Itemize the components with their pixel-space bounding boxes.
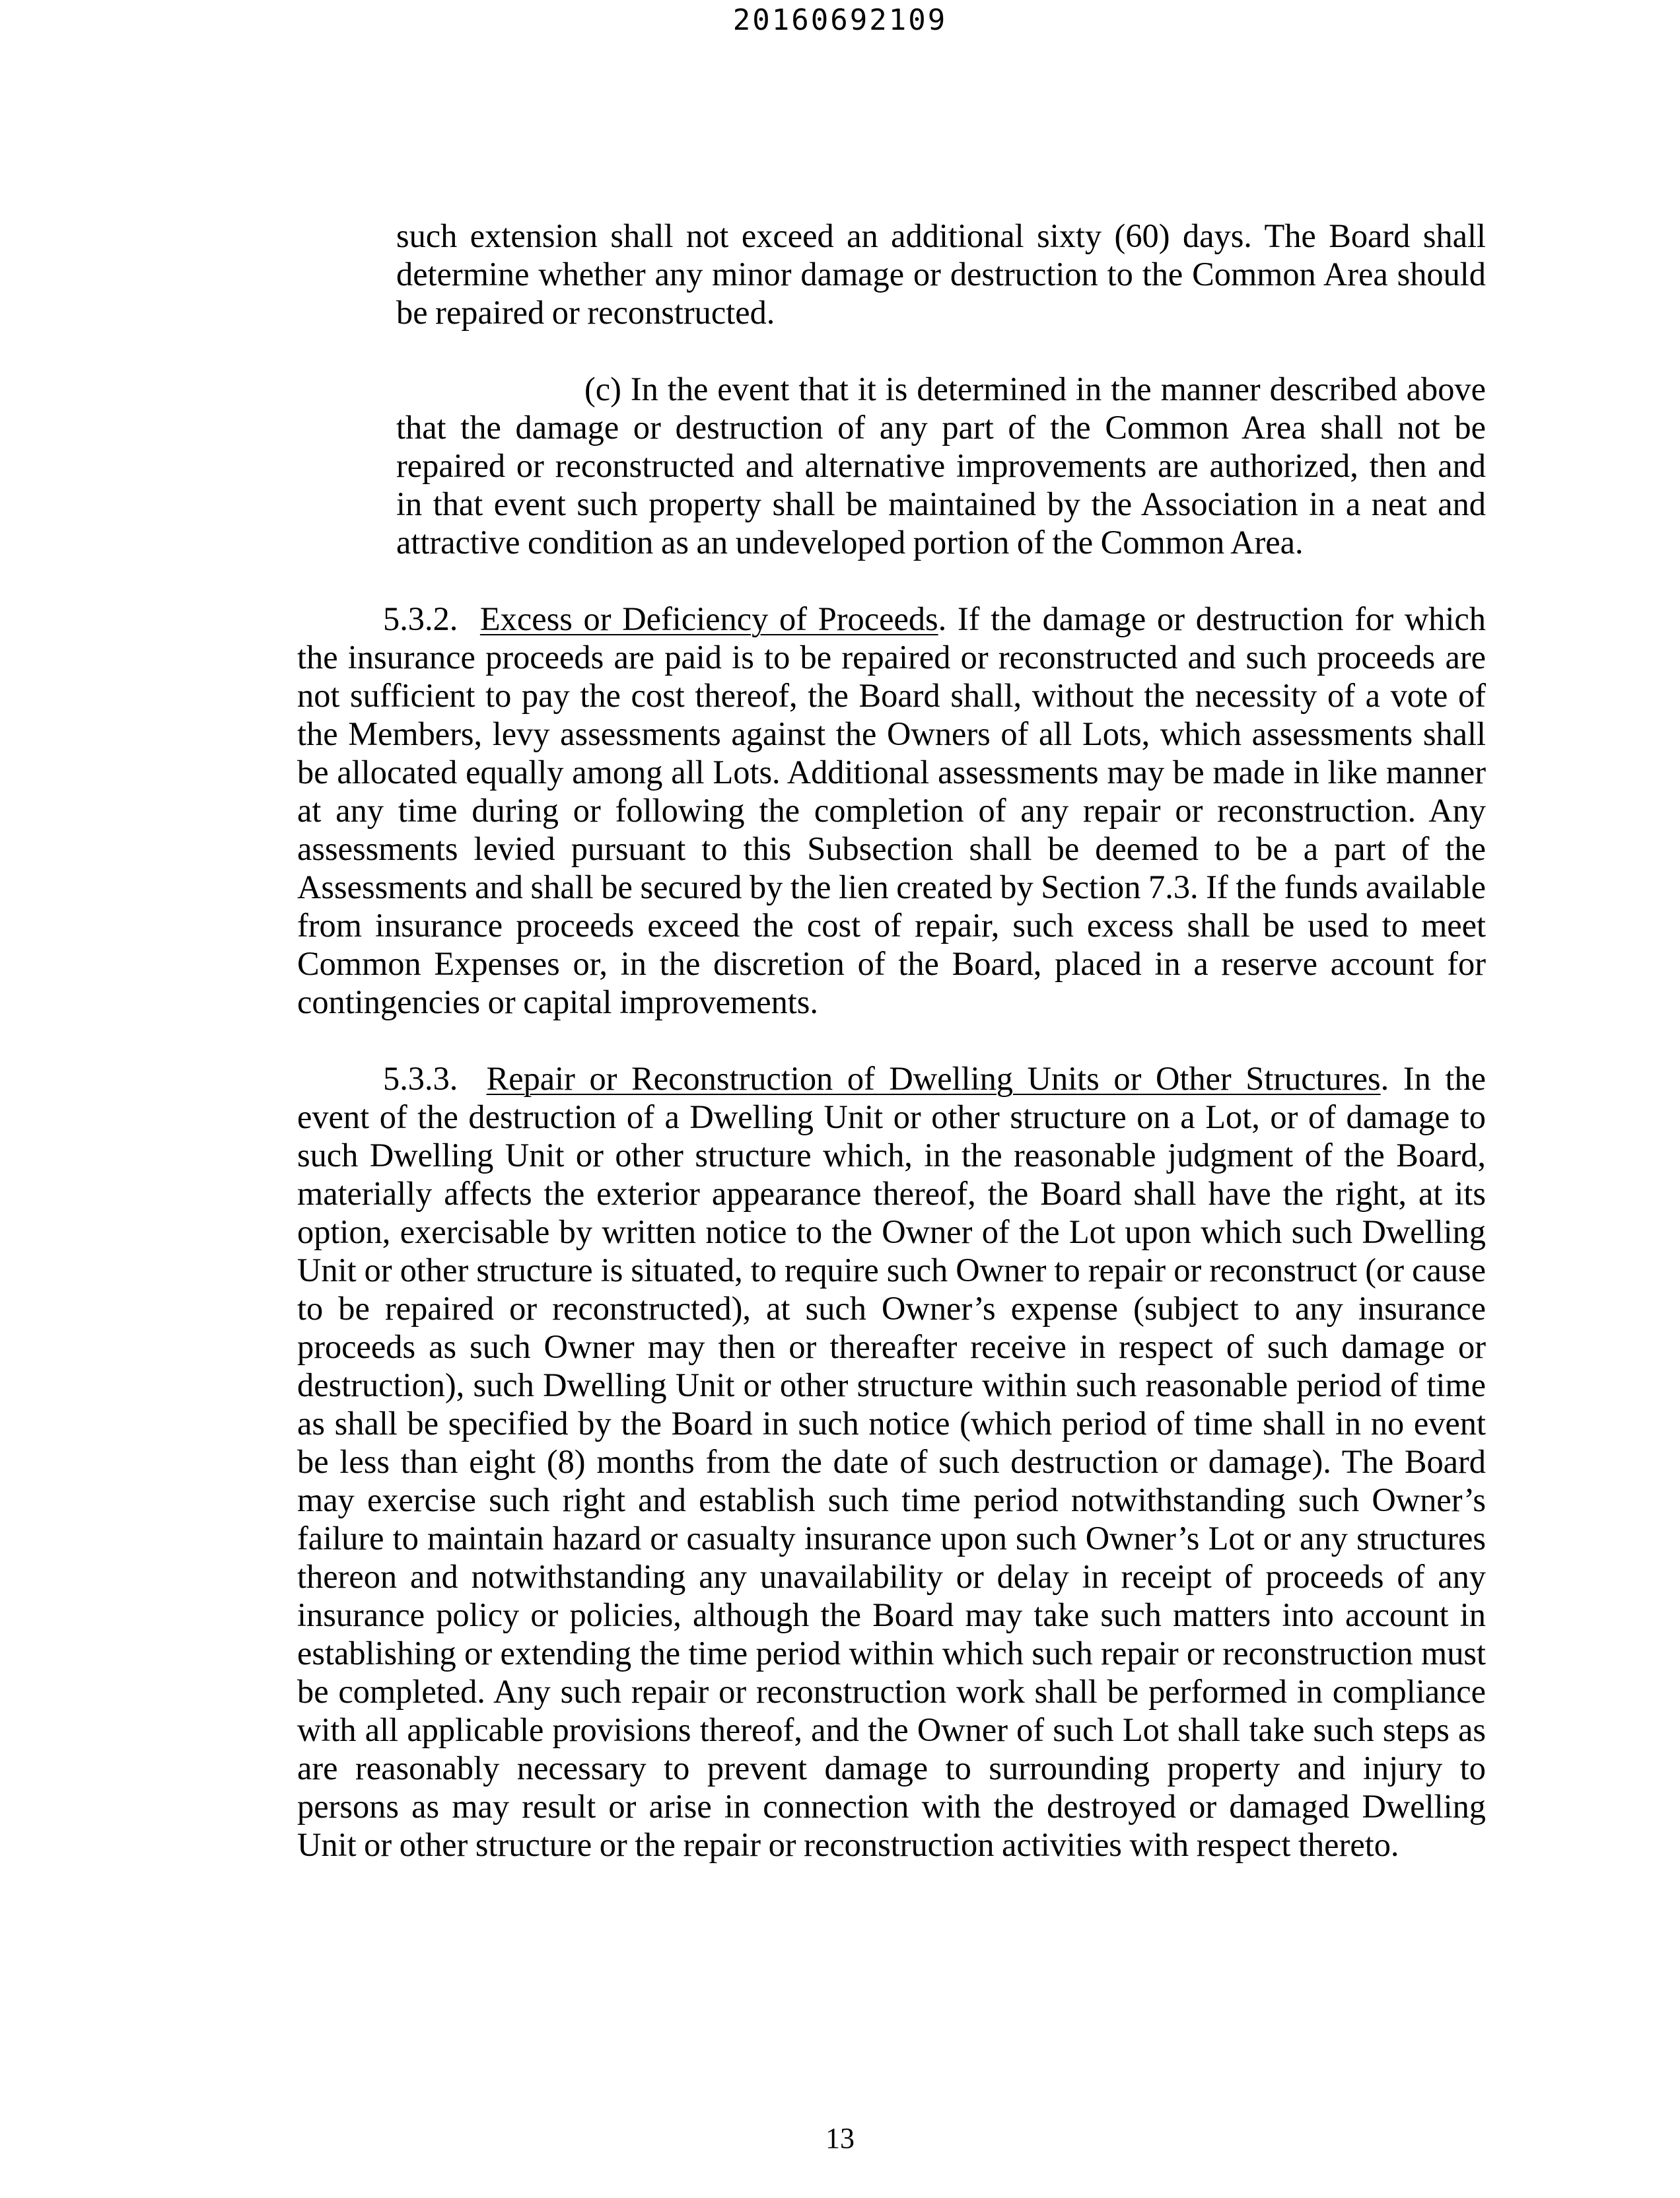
- section-number: 5.3.3.: [383, 1060, 458, 1097]
- section-title: Excess or Deficiency of Proceeds: [479, 600, 938, 637]
- section-number: 5.3.2.: [383, 600, 458, 637]
- section-text: . If the damage or destruction for which the insurance proceeds are paid is to be repaired or reconstructed and such proceeds are not sufficient to pay the cost thereof, the Board shall, without the necessity of a vote of the Members, levy assessments against the Owners of all Lots, which assessments shall be allocated equally among all Lots. Additional assessments may be made in like manner at any time during or following the completion of any repair or reconstruction. Any assessments levied pursuant to this Subsection shall be deemed to be a part of the Assessments and shall be secured by the lien created by Section 7.3. If the funds available from insurance proceeds exceed the cost of repair, such excess shall be used to meet Common Expenses or, in the discretion of the Board, placed in a reserve account for contingencies or capital improvements.: [297, 600, 1486, 1020]
- section-5-3-2-paragraph: [297, 600, 1486, 1021]
- document-number: 20160692109: [732, 3, 948, 37]
- section-5-3-3-paragraph: [297, 1059, 1486, 1864]
- section-title: Repair or Reconstruction of Dwelling Units or Other Structures: [486, 1060, 1381, 1097]
- continuation-paragraph: such extension shall not exceed an additional sixty (60) days. The Board shall determine whether any minor damage or destruction to the Common Area should be repaired or reconstructed.: [396, 217, 1486, 331]
- section-text: . In the event of the destruction of a Dwelling Unit or other structure on a Lot, or of damage to such Dwelling Unit or other structure which, in the reasonable judgment of the Board, materially affects the exterior appearance thereof, the Board shall have the right, at its option, exercisable by written notice to the Owner of the Lot upon which such Dwelling Unit or other structure is situated, to require such Owner to repair or reconstruct (or cause to be repaired or reconstructed), at such Owner’s expense (subject to any insurance proceeds as such Owner may then or thereafter receive in respect of such damage or destruction), such Dwelling Unit or other structure within such reasonable period of time as shall be specified by the Board in such notice (which period of time shall in no event be less than eight (8) months from the date of such destruction or damage). The Board may exercise such right and establish such time period notwithstanding such Owner’s failure to maintain hazard or casualty insurance upon such Owner’s Lot or any structures thereon and notwithstanding any unavailability or delay in receipt of proceeds of any insurance policy or policies, although the Board may take such matters into account in establishing or extending the time period within which such repair or reconstruction must be completed. Any such repair or reconstruction work shall be performed in compliance with all applicable provisions thereof, and the Owner of such Lot shall take such steps as are reasonably necessary to prevent damage to surrounding property and injury to persons as may result or arise in connection with the destroyed or damaged Dwelling Unit or other structure or the repair or reconstruction activities with respect thereto.: [297, 1060, 1486, 1863]
- page-number: 13: [825, 2122, 855, 2154]
- subsection-c-paragraph: (c) In the event that it is determined in the manner described above that the damage or destruction of any part of the Common Area shall not be repaired or reconstructed and alternative improvements are authorized, then and in that event such property shall be maintained by the Association in a neat and attractive condition as an undeveloped portion of the Common Area.: [396, 371, 1486, 561]
- document-body: [297, 217, 1486, 1864]
